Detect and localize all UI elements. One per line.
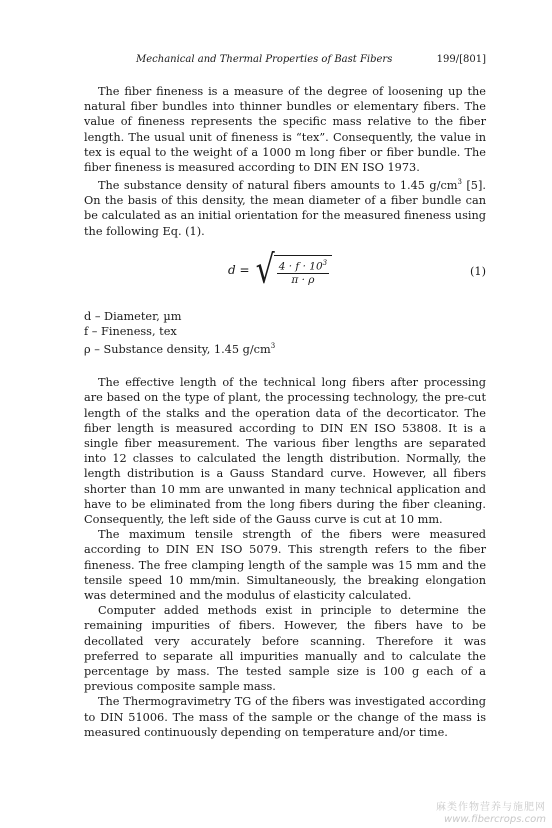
equation-numerator-superscript: 3 [322,258,328,267]
paragraph-density [84,175,486,239]
definition-rho-text: ρ – Substance density, 1.45 g/cm [84,342,271,356]
paragraph-fineness: The fiber fineness is a measure of the degree of loosening up the natural fiber bundles into thinner bundles or elementary fibers. The value of fineness represents the specific mass relative to the fiber length. The usual unit of fineness is “tex”. Consequently, the value in tex is equal to the weight of a 1000 m long fiber or fiber bundle. The fiber fineness is measured according to DIN EN ISO 1973. [84,85,486,175]
paragraph-impurities: Computer added methods exist in principle to determine the remaining impurities of fibers. However, the fibers have to be decollated very accurately before scanning. Therefore it was preferred to separate all impurities manually and to calculate the percentage by mass. The tested sample size is 100 g each of a previous composite sample mass. [84,604,486,694]
body-text [84,84,486,740]
equation-radicand [274,255,332,288]
running-title: Mechanical and Thermal Properties of Bast Fibers [136,54,393,65]
watermark-line-2: www.fibercrops.com [444,814,546,825]
equation-lhs: d = [228,263,250,278]
definition-f: f – Fineness, tex [84,325,177,338]
definition-rho-superscript: 3 [270,342,276,351]
equation-number: (1) [469,264,486,278]
watermark [436,802,546,826]
definition-d: d – Diameter, µm [84,309,182,323]
square-root-icon: √ [255,247,275,294]
paragraph-density-text-a: The substance density of natural fibers amounts to 1.45 g/cm [98,178,458,192]
equation-numerator-text: 4 · f · 10 [278,260,323,273]
equation-numerator [277,257,329,275]
paragraph-tensile-strength: The maximum tensile strength of the fibers were measured according to DIN EN ISO 5079. This strength refers to the fiber fineness. The free clamping length of the sample was 15 mm and the tensile speed 10 mm/min. Simultaneously, the breaking elongation was determined and the modulus of elasticity calculated. [84,528,486,603]
definition-rho [84,339,486,357]
watermark-line-1: 麻类作物营养与施肥网 [436,802,546,813]
paragraph-thermogravimetry: The Thermogravimetry TG of the fibers was investigated according to DIN 51006. The mass of the sample or the change of the mass is measured continuously depending on temperature and/or time. [84,695,486,739]
symbol-definitions [84,309,486,357]
paragraph-density-superscript: 3 [457,178,462,187]
paragraph-density-text-b: [5]. On the basis of this density, the mean diameter of a fiber bundle can be calculated as an initial orientation for the measured fineness using the following Eq. (1). [84,178,486,238]
paragraph-fiber-length: The effective length of the technical long fibers after processing are based on the type of plant, the processing technology, the pre-cut length of the stalks and the operation data of the decorticator. The fiber length is measured according to DIN EN ISO 53808. It is a single fiber measurement. The various fiber lengths are separated into 12 classes to calculated the length distribution. Normally, the length distribution is a Gauss Standard curve. However, all fibers shorter than 10 mm are unwanted in many technical application and have to be eliminated from the long fibers during the fiber cleaning. Consequently, the left side of the Gauss curve is cut at 10 mm. [84,376,486,526]
equation-body [228,247,332,294]
page-number: 199/[801] [436,54,486,65]
equation-denominator: π · ρ [291,274,315,287]
equation-1 [84,247,486,299]
